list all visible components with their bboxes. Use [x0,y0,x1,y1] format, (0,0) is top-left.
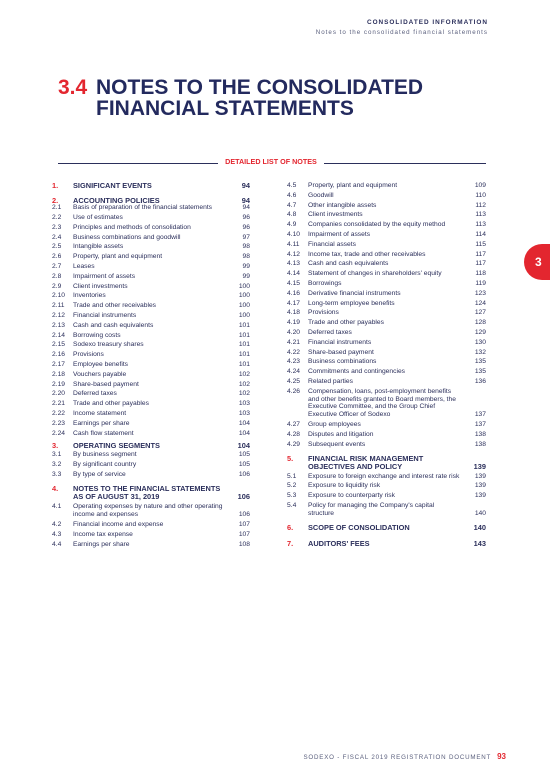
toc-entry-title: Intangible assets [73,243,124,251]
toc-section-entry[interactable] [52,197,250,205]
toc-entry-number: 5.3 [287,492,297,500]
toc-entry-page: 106 [238,511,250,519]
toc-entry-page: 139 [474,492,486,500]
toc-entry[interactable] [287,492,486,500]
toc-entry-number: 4.5 [287,182,297,189]
toc-entry-title: Commitments and contingencies [308,368,406,376]
toc-entry[interactable] [287,280,486,288]
toc-entry-number: 4.10 [287,230,301,238]
toc-entry-number: 1. [52,181,59,190]
toc-entry[interactable] [52,224,250,232]
toc-entry-number: 4.23 [287,358,301,366]
toc-entry-page: 101 [238,341,250,349]
toc-entry-title: Exposure to liquidity risk [308,482,381,490]
toc-left-column [52,182,250,548]
toc-entry-page: 107 [238,530,250,538]
toc-entry-title: Trade and other receivables [73,302,157,310]
toc-entry-number: 4.21 [287,338,301,346]
toc-entry-number: 4.8 [287,211,297,219]
toc-entry-title: NOTES TO THE FINANCIAL STATEMENTS AS OF AUGUST 31, 2019 [73,484,221,501]
toc-entry-page: 130 [474,338,486,346]
toc-entry-title: Operating expenses by nature and other operating income and expenses [73,503,223,519]
toc-entry-number: 2. [52,195,59,205]
toc-section-entry[interactable] [52,442,250,450]
toc-entry[interactable] [287,202,486,210]
toc-entry[interactable] [52,332,250,340]
subheading-rule-right [324,163,486,164]
toc-entry[interactable] [287,260,486,268]
toc-entry-title: By business segment [73,450,137,458]
toc-entry-page: 102 [238,380,250,388]
toc-entry[interactable] [287,349,486,357]
toc-entry-page: 99 [242,272,250,280]
toc-entry[interactable] [52,243,250,251]
toc-entry-number: 2.23 [52,419,66,427]
toc-entry-page: 100 [238,292,250,300]
toc-entry-number: 4.14 [287,270,301,278]
toc-entry-page: 128 [474,319,486,327]
toc-entry-page: 117 [475,260,486,268]
toc-entry[interactable] [52,214,250,222]
toc-entry[interactable] [287,329,486,337]
toc-entry-number: 4.4 [52,540,62,548]
toc-entry-number: 2.8 [52,272,62,280]
toc-entry-number: 2.22 [52,409,66,417]
toc-entry[interactable] [52,521,250,529]
toc-entry[interactable] [52,322,250,330]
toc-entry-page: 103 [238,409,250,417]
toc-entry-title: Trade and other payables [308,319,384,327]
toc-entry[interactable] [52,541,250,549]
toc-entry-title: Disputes and litigation [308,430,374,438]
toc-entry-title: Deferred taxes [308,328,352,336]
toc-entry-number: 4.18 [287,309,301,317]
toc-entry[interactable] [287,431,486,439]
toc-section-entry[interactable] [287,540,486,548]
toc-entry-page: 102 [238,370,250,378]
toc-entry-title: Basis of preparation of the financial statements [73,204,213,212]
toc-entry-page: 139 [474,482,486,490]
running-header-subsection: Notes to the consolidated financial statements [315,29,488,36]
toc-entry-title: Use of estimates [73,213,123,221]
toc-section-entry[interactable] [52,485,250,500]
toc-entry-number: 2.13 [52,321,66,329]
toc-entry[interactable] [287,221,486,229]
toc-entry-page: 105 [238,460,250,468]
toc-entry-page: 139 [473,461,486,471]
toc-entry-page: 137 [474,420,486,428]
toc-entry-title: Deferred taxes [73,390,117,398]
toc-entry[interactable] [52,341,250,349]
chapter-tab[interactable]: 3 [524,244,550,280]
toc-entry-title: Business combinations and goodwill [73,233,181,241]
toc-entry-title: AUDITORS' FEES [308,539,370,549]
toc-entry-title: Employee benefits [73,360,129,368]
toc-entry-page: 96 [242,213,250,221]
toc-entry[interactable] [52,430,250,438]
toc-entry-title: Client investments [73,282,128,290]
toc-entry[interactable] [52,204,250,212]
page-number: 93 [497,752,506,761]
toc-entry-title: By significant country [73,460,137,468]
toc-entry-title: Financial instruments [308,338,372,346]
toc-entry-page: 94 [241,195,250,205]
toc-entry-title: Sodexo treasury shares [73,341,144,349]
toc-entry-number: 3. [52,441,59,451]
toc-section-entry[interactable] [287,524,486,532]
toc-entry-page: 123 [474,289,486,297]
toc-entry[interactable] [52,471,250,479]
toc-entry-page: 135 [474,358,486,366]
toc-entry-number: 4.24 [287,368,301,376]
toc-entry-page: 96 [242,223,250,231]
toc-entry[interactable] [287,473,486,481]
toc-entry-page: 94 [241,181,250,190]
toc-entry-title: Impairment of assets [308,230,371,238]
toc-entry-number: 4.17 [287,299,301,307]
toc-entry-title: Client investments [308,211,363,219]
toc-entry-number: 2.18 [52,370,66,378]
toc-entry-number: 2.20 [52,390,66,398]
toc-entry-title: Vouchers payable [73,370,127,378]
page-footer [303,752,506,761]
toc-entry-title: Group employees [308,420,361,428]
toc-entry-page: 119 [475,279,486,287]
toc-entry-page: 140 [474,509,486,517]
toc-entry-number: 4.26 [287,387,301,395]
toc-entry-page: 114 [475,230,486,238]
toc-entry-title: Trade and other payables [73,400,149,408]
subheading: DETAILED LIST OF NOTES [225,157,317,166]
toc-entry-number: 2.14 [52,331,66,339]
toc-entry-page: 100 [238,282,250,290]
toc-entry-page: 112 [475,201,486,209]
toc-entry-number: 4.1 [52,503,62,511]
toc-entry-page: 136 [474,377,486,385]
toc-entry[interactable] [52,410,250,418]
toc-entry-page: 98 [242,253,250,261]
toc-entry-number: 2.12 [52,311,66,319]
toc-entry-title: Leases [73,262,95,270]
toc-entry-title: ACCOUNTING POLICIES [73,195,160,205]
running-header-section: CONSOLIDATED INFORMATION [366,19,488,26]
toc-entry-number: 4.9 [287,221,297,229]
toc-entry[interactable] [287,378,486,386]
toc-entry-page: 124 [474,299,486,307]
footer-document-title: SODEXO - FISCAL 2019 REGISTRATION DOCUMENT [303,754,492,761]
toc-entry-title: Income statement [73,409,127,417]
toc-entry-number: 4.22 [287,348,301,356]
toc-entry[interactable] [287,290,486,298]
toc-entry-title: Financial assets [308,240,356,248]
toc-entry[interactable] [52,263,250,271]
toc-entry-page: 94 [242,204,250,212]
toc-entry-page: 138 [474,440,486,448]
toc-entry[interactable] [52,503,250,519]
toc-entry[interactable] [52,420,250,428]
toc-entry-number: 2.6 [52,253,62,261]
toc-entry-page: 100 [238,302,250,310]
page-title-line-2: FINANCIAL STATEMENTS [96,97,354,120]
toc-entry-title: Property, plant and equipment [308,182,398,189]
toc-entry-number: 4.2 [52,521,62,529]
toc-entry[interactable] [52,390,250,398]
toc-entry[interactable] [287,482,486,490]
toc-entry-title: Earnings per share [73,540,130,548]
toc-entry-page: 104 [237,441,250,451]
toc-entry-number: 4.15 [287,279,301,287]
toc-entry-number: 4.7 [287,201,297,209]
toc-entry-title: Earnings per share [73,419,130,427]
toc-entry[interactable] [52,371,250,379]
toc-entry[interactable] [52,451,250,459]
toc-entry[interactable] [52,361,250,369]
toc-entry[interactable] [287,211,486,219]
toc-entry-number: 2.16 [52,351,66,359]
toc-entry-number: 2.2 [52,213,62,221]
toc-entry-title: Cash and cash equivalents [308,260,389,268]
toc-entry[interactable] [52,234,250,242]
toc-entry-number: 2.21 [52,400,66,408]
toc-entry-title: Share-based payment [308,348,374,356]
toc-entry-number: 3.1 [52,450,62,458]
toc-entry[interactable] [287,192,486,200]
toc-entry-number: 4.12 [287,250,301,258]
toc-entry-page: 109 [474,182,486,189]
toc-entry[interactable] [287,231,486,239]
toc-entry-number: 4.6 [287,191,297,199]
toc-entry-page: 115 [475,240,486,248]
toc-entry-number: 2.17 [52,360,66,368]
toc-entry-title: Compensation, loans, post-employment benefits and other benefits granted to Board members, the Executive Committee, and the Group Chief Executive Officer of Sodexo [308,387,456,419]
toc-entry-title: Provisions [73,351,104,359]
toc-entry-title: Share-based payment [73,380,139,388]
toc-entry-title: Borrowing costs [73,331,121,339]
toc-entry[interactable] [287,309,486,317]
toc-entry-number: 4. [52,484,59,494]
toc-entry-title: Business combinations [308,358,377,366]
toc-entry-page: 113 [475,211,486,219]
toc-entry-page: 107 [238,521,250,529]
toc-entry-page: 137 [474,411,486,419]
toc-entry-page: 129 [474,328,486,336]
toc-section-entry[interactable] [52,182,250,190]
toc-entry[interactable] [287,502,486,518]
toc-entry-number: 4.3 [52,530,62,538]
toc-entry-title: Financial instruments [73,311,137,319]
toc-entry[interactable] [52,351,250,359]
toc-entry-number: 2.4 [52,233,62,241]
toc-entry-number: 4.27 [287,420,301,428]
toc-entry-page: 105 [238,450,250,458]
toc-entry[interactable] [287,270,486,278]
toc-entry-page: 135 [474,368,486,376]
toc-entry-number: 5.4 [287,501,297,509]
toc-entry-page: 140 [473,523,486,533]
section-number: 3.4 [58,76,88,99]
toc-entry-title: Derivative financial instruments [308,289,401,297]
toc-entry[interactable] [287,368,486,376]
toc-entry-number: 5.2 [287,482,297,490]
toc-entry[interactable] [52,273,250,281]
toc-entry-page: 100 [238,311,250,319]
toc-entry-number: 4.16 [287,289,301,297]
toc-entry-number: 2.9 [52,282,62,290]
toc-entry-page: 104 [238,419,250,427]
toc-right-column [287,182,486,548]
toc-entry-page: 118 [475,270,486,278]
toc-entry-title: Goodwill [308,191,334,199]
toc-entry-number: 2.15 [52,341,66,349]
toc-entry-number: 2.7 [52,262,62,270]
toc-entry-title: Exposure to foreign exchange and interest rate risk [308,472,460,480]
toc-entry-title: Cash and cash equivalents [73,321,154,329]
toc-entry-page: 127 [474,309,486,317]
toc-entry-page: 143 [473,539,486,549]
toc-entry-title: Financial income and expense [73,521,164,529]
toc-entry-number: 4.20 [287,328,301,336]
toc-entry-title: Related parties [308,377,353,385]
toc-section-entry[interactable] [287,455,486,470]
toc-entry[interactable] [52,302,250,310]
toc-entry-title: Subsequent events [308,440,366,448]
toc-entry[interactable] [52,461,250,469]
toc-entry-page: 139 [474,472,486,480]
toc-entry-number: 2.10 [52,292,66,300]
toc-entry-title: Provisions [308,309,339,317]
toc-entry-title: Borrowings [308,279,342,287]
toc-entry-title: FINANCIAL RISK MANAGEMENT OBJECTIVES AND POLICY [308,454,424,471]
toc-entry-title: By type of service [73,470,126,478]
toc-entry[interactable] [287,388,486,419]
toc-entry-title: SIGNIFICANT EVENTS [73,181,152,190]
toc-entry[interactable] [52,381,250,389]
toc-entry-number: 4.29 [287,440,301,448]
toc-entry-page: 101 [238,331,250,339]
toc-entry-number: 2.19 [52,380,66,388]
toc-entry-page: 104 [238,429,250,437]
toc-entry[interactable] [287,300,486,308]
toc-entry[interactable] [52,283,250,291]
toc-entry[interactable] [287,319,486,327]
toc-entry-title: Inventories [73,292,106,300]
page-title-line-1: NOTES TO THE CONSOLIDATED [96,76,424,99]
toc-entry-title: Companies consolidated by the equity method [308,221,446,229]
toc-entry[interactable] [52,312,250,320]
toc-entry-title: Long-term employee benefits [308,299,395,307]
toc-entry-page: 101 [238,321,250,329]
toc-entry[interactable] [287,339,486,347]
toc-entry-number: 4.19 [287,319,301,327]
toc-entry-title: Income tax, trade and other receivables [308,250,426,258]
toc-entry-page: 113 [475,221,486,229]
toc-entry-number: 2.11 [52,302,65,310]
toc-entry[interactable] [287,251,486,259]
toc-entry-title: Property, plant and equipment [73,253,163,261]
toc-entry-title: Impairment of assets [73,272,136,280]
toc-entry[interactable] [52,531,250,539]
toc-entry[interactable] [287,241,486,249]
toc-entry-title: Exposure to counterparty risk [308,492,395,500]
toc-entry-page: 102 [238,390,250,398]
toc-entry-number: 7. [287,539,294,549]
toc-entry-title: Policy for managing the Company's capital structure [308,501,435,517]
toc-entry-number: 4.25 [287,377,301,385]
toc-entry-page: 101 [238,360,250,368]
toc-entry[interactable] [52,400,250,408]
toc-entry-number: 5. [287,454,294,464]
toc-entry-title: Statement of changes in shareholders' equity [308,270,442,278]
toc-entry-page: 132 [474,348,486,356]
toc-entry-page: 106 [237,491,250,501]
toc-entry-page: 101 [238,351,250,359]
toc-entry-number: 3.2 [52,460,62,468]
toc-entry[interactable] [287,441,486,449]
toc-entry-number: 4.13 [287,260,301,268]
toc-entry-number: 2.5 [52,243,62,251]
toc-entry[interactable] [287,421,486,429]
toc-entry-page: 110 [475,191,486,199]
toc-entry-title: OPERATING SEGMENTS [73,441,160,451]
toc-entry[interactable] [52,253,250,261]
toc-entry[interactable] [287,182,486,190]
toc-entry-number: 4.28 [287,430,301,438]
toc-entry-title: Cash flow statement [73,429,134,437]
toc-entry-number: 2.24 [52,429,66,437]
toc-entry-page: 138 [474,430,486,438]
toc-entry-page: 106 [238,470,250,478]
toc-entry-page: 97 [242,233,250,241]
toc-entry-page: 117 [475,250,486,258]
toc-entry-number: 3.3 [52,470,62,478]
toc-entry-page: 103 [238,400,250,408]
toc-entry-title: Income tax expense [73,530,133,538]
toc-entry-number: 2.1 [52,204,62,212]
toc-entry-number: 6. [287,523,294,533]
toc-entry-number: 2.3 [52,223,62,231]
toc-entry-page: 99 [242,262,250,270]
toc-entry-title: Principles and methods of consolidation [73,223,191,231]
toc-entry-number: 4.11 [287,240,300,248]
toc-entry-page: 108 [238,540,250,548]
toc-entry[interactable] [287,358,486,366]
toc-entry-page: 98 [242,243,250,251]
subheading-rule-left [58,163,218,164]
toc-entry-title: SCOPE OF CONSOLIDATION [308,523,410,533]
toc-entry-title: Other intangible assets [308,201,377,209]
toc-entry-number: 5.1 [287,472,297,480]
toc-entry[interactable] [52,292,250,300]
